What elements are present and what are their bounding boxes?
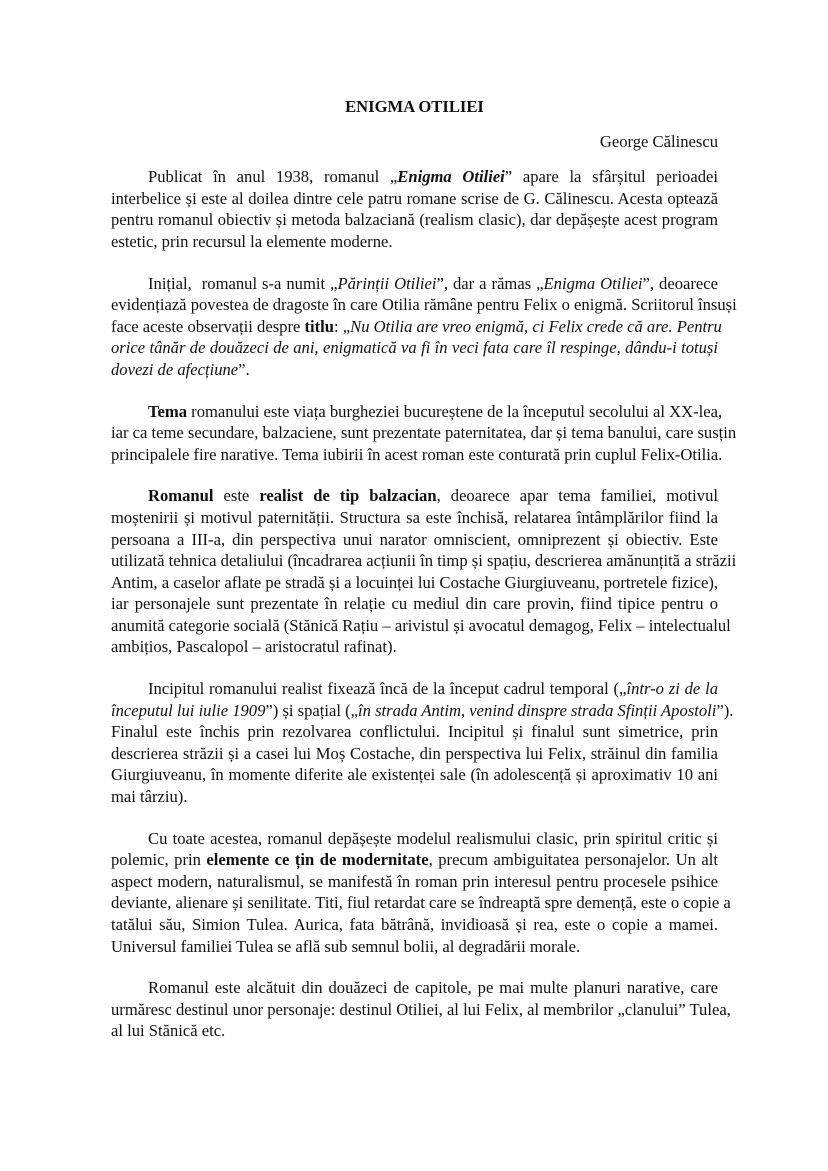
text-segment: polemic, prin [111, 850, 207, 870]
text-line [111, 485, 718, 507]
text-line [111, 1020, 718, 1042]
text-segment: Părinții Otiliei [337, 273, 437, 293]
text-line [111, 786, 718, 808]
text-segment: pentru romanul obiectiv și metoda balzaciană (realism clasic), dar depășește acest program [111, 210, 718, 230]
text-line [111, 444, 723, 466]
text-segment: Romanul [148, 486, 214, 506]
text-line [111, 743, 718, 765]
text-line [111, 892, 731, 914]
text-segment: Cu toate acestea, romanul depășește modelul realismului clasic, prin spiritul critic și [148, 828, 718, 848]
text-segment: mai târziu). [111, 787, 188, 807]
text-segment: Finalul este închis prin rezolvarea conflictului. Incipitul și finalul sunt simetrice, prin [111, 722, 718, 742]
text-segment: principalele fire narative. Tema iubirii în acest roman este conturată prin cuplul Felix-Otilia. [111, 444, 723, 464]
paragraph [111, 166, 718, 252]
text-segment: ”). [716, 700, 734, 720]
text-segment: al lui Stănică etc. [111, 1021, 226, 1041]
text-segment: ambițios, Pascalopol – aristocratul rafinat). [111, 637, 397, 657]
text-line [111, 337, 718, 359]
text-segment: începutul lui iulie 1909 [111, 700, 266, 720]
paragraph [111, 401, 737, 466]
text-segment: Universul familiei Tulea se află sub semnul bolii, al degradării morale. [111, 936, 581, 956]
text-line [111, 422, 737, 444]
text-segment: , deoarece apar tema familiei, motivul [436, 486, 718, 506]
text-line [111, 999, 731, 1021]
text-segment: , precum ambiguitatea personajelor. Un alt [428, 850, 718, 870]
text-segment: anumită categorie socială (Stănică Rațiu – arivistul și avocatul demagog, Felix – intelectualul [111, 615, 731, 635]
text-segment: persoana a III-a, din perspectiva unui narator omniscient, omniprezent și obiectiv. Este [111, 529, 718, 549]
document-body [111, 166, 737, 1042]
text-segment: realist de tip balzacian [259, 486, 437, 506]
text-segment: dovezi de afecțiune [111, 359, 239, 379]
text-segment: estetic, prin recursul la elemente moderne. [111, 231, 393, 251]
text-line [111, 550, 737, 572]
text-segment: : „ [334, 316, 351, 336]
text-line [111, 359, 718, 381]
text-line [111, 936, 718, 958]
paragraph [111, 828, 731, 958]
text-segment: orice tânăr de douăzeci de ani, enigmatică va fi în veci fata care îl respinge, dându-i totuși [111, 338, 718, 358]
text-segment: moștenirii și motivul paternității. Structura sa este închisă, relatarea întâmplărilor fiind la [111, 507, 718, 527]
text-segment: tatălui său, Simion Tulea. Aurica, fata bătrână, invidioasă și rea, este o copie a mamei. [111, 915, 718, 934]
text-segment: ”. [238, 359, 250, 379]
text-segment: urmăresc destinul unor personaje: destinul Otiliei, al lui Felix, al membrilor „clanului” Tulea, [111, 999, 731, 1019]
paragraph [111, 485, 737, 658]
text-segment: face aceste observații despre [111, 316, 305, 336]
text-segment: Tema [148, 401, 188, 421]
text-segment: evidențiază povestea de dragoste în care Otilia rămâne pentru Felix o enigmă. Scriitorul însuși [111, 295, 737, 315]
paragraph [111, 977, 731, 1042]
text-segment: interbelice și este al doilea dintre cele patru romane scrise de G. Călinescu. Acesta optează [111, 188, 718, 208]
text-segment: iar ca teme secundare, balzaciene, sunt prezentate paternitatea, dar și tema banului, care susțin [111, 423, 737, 443]
text-line [111, 209, 718, 231]
text-segment: deviante, alienare și senilitate. Titi, fiul retardat care se îndreaptă spre demență, este o copie a [111, 893, 731, 913]
text-line [111, 166, 718, 188]
document-author: George Călinescu [599, 131, 718, 151]
text-line [111, 572, 718, 594]
text-line [111, 764, 718, 786]
text-segment: Antim, a caselor aflate pe stradă și a locuinței lui Costache Giurgiuveanu, portretele fizice), [111, 572, 718, 592]
text-line [111, 678, 718, 700]
text-segment: Inițial, romanul s-a numit „ [148, 273, 338, 293]
text-line [111, 529, 718, 551]
text-segment: în strada Antim, venind dinspre strada Sfinții Apostoli [358, 700, 717, 720]
text-line [111, 401, 723, 423]
text-segment: într-o zi de la [626, 679, 718, 699]
text-segment: ”, deoarece [642, 273, 718, 293]
document-title: ENIGMA OTILIEI [345, 97, 484, 116]
paragraph [111, 273, 737, 381]
text-line [111, 188, 718, 210]
text-line [111, 636, 718, 658]
text-segment: ” apare la sfârșitul perioadei [504, 167, 718, 187]
text-segment: Enigma Otiliei [543, 273, 643, 293]
paragraph [111, 678, 734, 808]
text-segment: utilizată tehnica detaliului (încadrarea acțiunii în timp și spațiu, descrierea amănunțită a străzii [111, 551, 737, 571]
text-segment: aspect modern, naturalismul, se manifestă în roman prin interesul pentru procesele psihice [111, 871, 718, 891]
text-line [111, 507, 718, 529]
text-line [111, 294, 737, 316]
text-segment: iar personajele sunt prezentate în relație cu mediul din care provin, fiind tipice pentru o [111, 594, 718, 614]
text-line [111, 593, 718, 615]
text-segment: elemente ce țin de modernitate [206, 850, 429, 870]
text-segment: Nu Otilia are vreo enigmă, ci Felix crede că are. Pentru [350, 316, 722, 336]
text-line [111, 849, 718, 871]
text-segment: Romanul este alcătuit din douăzeci de capitole, pe mai multe planuri narative, care [148, 978, 718, 998]
text-segment: este [213, 486, 260, 506]
text-line [111, 231, 718, 253]
text-line [111, 828, 718, 850]
text-line [111, 977, 718, 999]
text-line [111, 273, 718, 295]
text-line [111, 721, 718, 743]
text-line [111, 914, 718, 936]
text-segment: ”) și spațial („ [265, 700, 359, 720]
text-line [111, 871, 718, 893]
text-line [111, 316, 722, 338]
text-segment: Giurgiuveanu, în momente diferite ale existenței sale (în adolescență și aproximativ 10 ani [111, 765, 718, 785]
text-line [111, 700, 734, 722]
text-segment: titlu [304, 316, 335, 336]
text-segment: romanului este viața burgheziei bucureștene de la începutul secolului al XX-lea, [187, 401, 723, 421]
text-segment: Enigma Otiliei [397, 167, 505, 187]
text-segment: Incipitul romanului realist fixează încă de la început cadrul temporal („ [148, 679, 627, 699]
text-line [111, 615, 731, 637]
text-segment: ”, dar a rămas „ [436, 273, 544, 293]
text-segment: descrierea străzii și a casei lui Moș Costache, din perspectiva lui Felix, străinul din familia [111, 743, 718, 763]
text-segment: Publicat în anul 1938, romanul „ [148, 167, 398, 187]
